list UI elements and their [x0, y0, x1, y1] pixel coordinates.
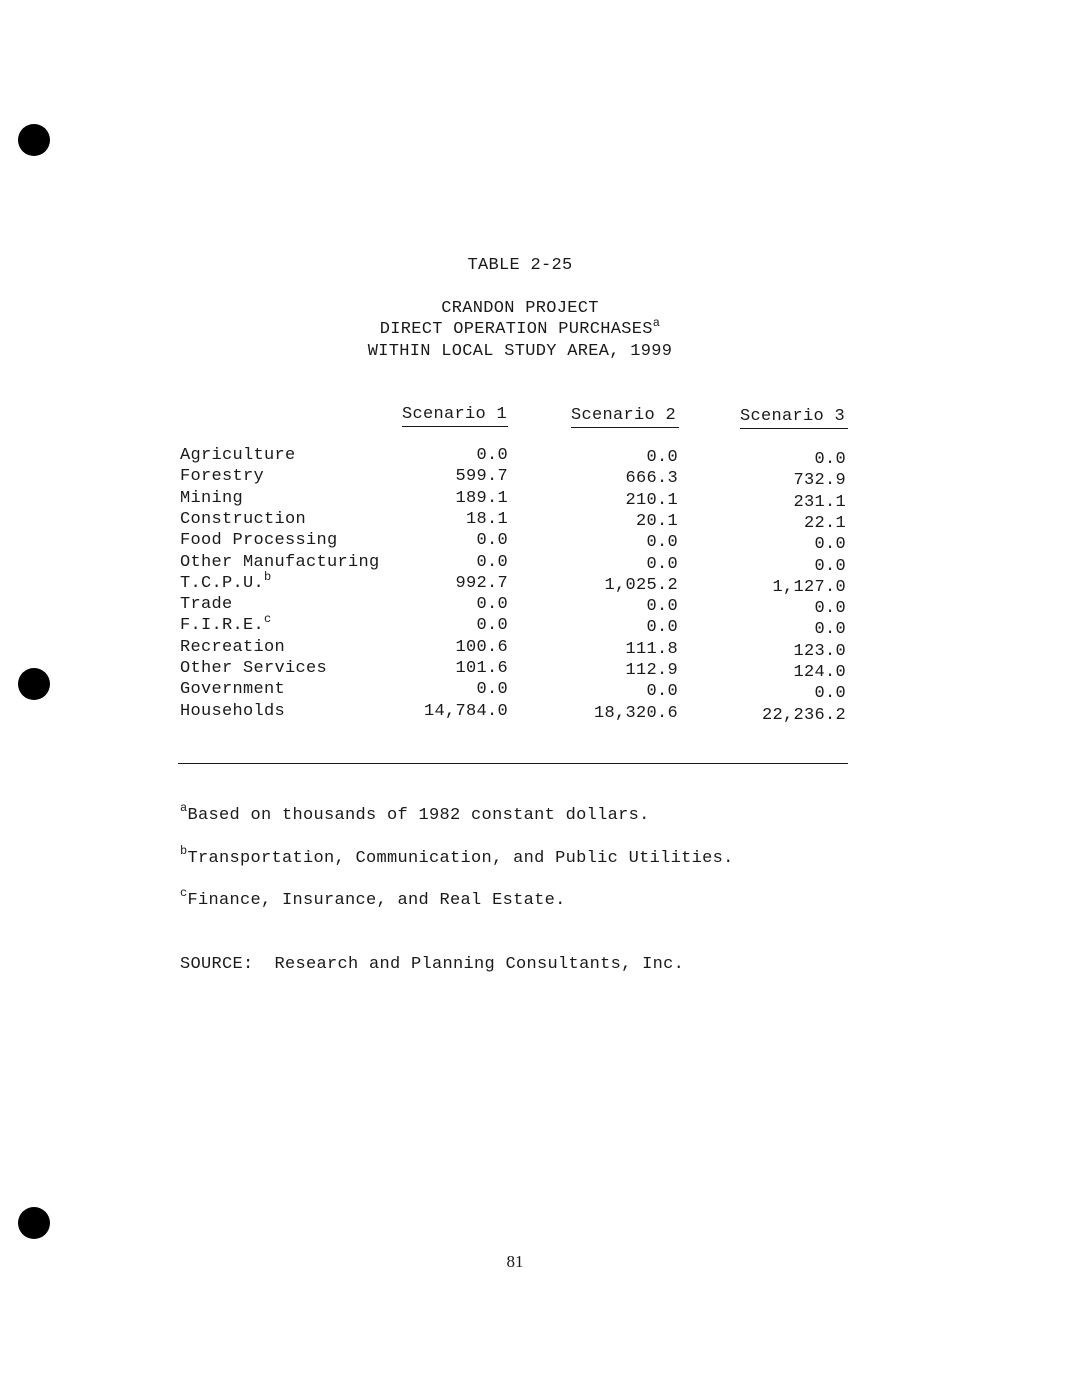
table-row: [180, 510, 850, 531]
table-row: [180, 570, 850, 597]
row-label: [180, 510, 306, 529]
cell-scenario-2: 1,025.2: [604, 576, 678, 595]
table-row: [180, 553, 850, 574]
row-label: [180, 638, 285, 657]
row-label-text: Other Services: [180, 659, 328, 678]
footnote-a-text: Based on thousands of 1982 constant dollars.: [187, 806, 650, 825]
cell-scenario-3: 0.0: [814, 599, 846, 618]
table-row: [180, 612, 850, 639]
row-footnote-mark: c: [264, 612, 272, 626]
row-label-text: F.I.R.E.: [180, 616, 265, 635]
cell-scenario-1: 101.6: [455, 659, 508, 678]
row-label: [180, 446, 296, 465]
cell-scenario-2: 0.0: [646, 618, 678, 637]
row-label: [180, 553, 380, 572]
row-label-text: Agriculture: [180, 446, 296, 465]
cell-scenario-3: 124.0: [793, 663, 846, 682]
row-label-text: T.C.P.U.: [180, 574, 265, 593]
footnote-b-mark: b: [180, 844, 188, 858]
source-note: SOURCE: Research and Planning Consultants, Inc.: [180, 955, 685, 974]
row-label: [180, 680, 285, 699]
table-row: [180, 595, 850, 616]
footnote-b-text: Transportation, Communication, and Public Utilities.: [187, 849, 734, 868]
cell-scenario-1: 0.0: [476, 446, 508, 465]
table-row: [180, 680, 850, 701]
cell-scenario-2: 0.0: [646, 597, 678, 616]
footnote-c-text: Finance, Insurance, and Real Estate.: [187, 891, 566, 910]
cell-scenario-1: 100.6: [455, 638, 508, 657]
cell-scenario-3: 123.0: [793, 642, 846, 661]
binder-hole-bottom: [18, 1207, 50, 1239]
table-number: TABLE 2-25: [467, 256, 573, 275]
row-label-text: Trade: [180, 595, 233, 614]
title-footnote-mark: a: [652, 316, 661, 330]
cell-scenario-2: 0.0: [646, 682, 678, 701]
cell-scenario-3: 22,236.2: [761, 706, 846, 725]
row-footnote-mark: b: [264, 570, 272, 584]
column-header-scenario-3: Scenario 3: [740, 407, 848, 429]
cell-scenario-2: 18,320.6: [593, 704, 678, 723]
row-label: [180, 489, 243, 508]
table-title-line-2-text: DIRECT OPERATION PURCHASES: [379, 320, 653, 339]
cell-scenario-1: 992.7: [455, 574, 508, 593]
column-header-scenario-1: Scenario 1: [402, 405, 508, 427]
row-label: [180, 570, 272, 593]
row-label: [180, 702, 285, 721]
row-label: [180, 467, 264, 486]
table-title-line-2: [0, 316, 1040, 339]
row-label-text: Forestry: [180, 467, 265, 486]
footnote-b: [180, 844, 734, 868]
row-label-text: Households: [180, 702, 286, 721]
row-label: [180, 595, 233, 614]
cell-scenario-1: 0.0: [476, 680, 508, 699]
cell-scenario-1: 0.0: [476, 531, 508, 550]
table-row: [180, 638, 850, 659]
footnote-a-mark: a: [180, 801, 188, 815]
binder-hole-middle: [18, 668, 50, 700]
page-number: 81: [506, 1252, 524, 1271]
cell-scenario-1: 0.0: [476, 553, 508, 572]
row-label: [180, 612, 272, 635]
table-row: [180, 489, 850, 510]
cell-scenario-2: 0.0: [646, 555, 678, 574]
cell-scenario-3: 732.9: [793, 471, 846, 490]
table-row: [180, 446, 850, 467]
cell-scenario-1: 189.1: [455, 489, 508, 508]
cell-scenario-2: 112.9: [625, 661, 678, 680]
table-bottom-rule: [178, 763, 848, 764]
row-label-text: Construction: [180, 510, 307, 529]
table-row: [180, 659, 850, 680]
row-label-text: Government: [180, 680, 286, 699]
row-label-text: Other Manufacturing: [180, 553, 380, 572]
cell-scenario-3: 231.1: [793, 493, 846, 512]
table-row: [180, 531, 850, 552]
cell-scenario-1: 599.7: [455, 467, 508, 486]
cell-scenario-3: 0.0: [814, 450, 846, 469]
footnote-c: [180, 886, 566, 910]
row-label: [180, 659, 327, 678]
row-label-text: Recreation: [180, 638, 286, 657]
column-header-scenario-2: Scenario 2: [571, 406, 679, 428]
cell-scenario-3: 22.1: [803, 514, 846, 533]
cell-scenario-2: 666.3: [625, 469, 678, 488]
binder-hole-top: [18, 124, 50, 156]
table-row: [180, 467, 850, 488]
cell-scenario-2: 210.1: [625, 491, 678, 510]
cell-scenario-2: 0.0: [646, 533, 678, 552]
cell-scenario-2: 111.8: [625, 640, 678, 659]
cell-scenario-2: 0.0: [646, 448, 678, 467]
row-label: [180, 531, 338, 550]
cell-scenario-3: 1,127.0: [772, 578, 846, 597]
table-row: [180, 702, 850, 723]
cell-scenario-1: 14,784.0: [423, 702, 508, 721]
cell-scenario-1: 18.1: [465, 510, 508, 529]
row-label-text: Mining: [180, 489, 244, 508]
cell-scenario-3: 0.0: [814, 620, 846, 639]
cell-scenario-3: 0.0: [814, 684, 846, 703]
table-title-line-1: CRANDON PROJECT: [441, 299, 599, 318]
cell-scenario-1: 0.0: [476, 595, 508, 614]
table-title-line-3: WITHIN LOCAL STUDY AREA, 1999: [367, 342, 673, 361]
footnote-c-mark: c: [180, 886, 188, 900]
row-label-text: Food Processing: [180, 531, 338, 550]
cell-scenario-3: 0.0: [814, 535, 846, 554]
cell-scenario-2: 20.1: [635, 512, 678, 531]
footnote-a: [180, 801, 650, 825]
cell-scenario-3: 0.0: [814, 557, 846, 576]
cell-scenario-1: 0.0: [476, 616, 508, 635]
